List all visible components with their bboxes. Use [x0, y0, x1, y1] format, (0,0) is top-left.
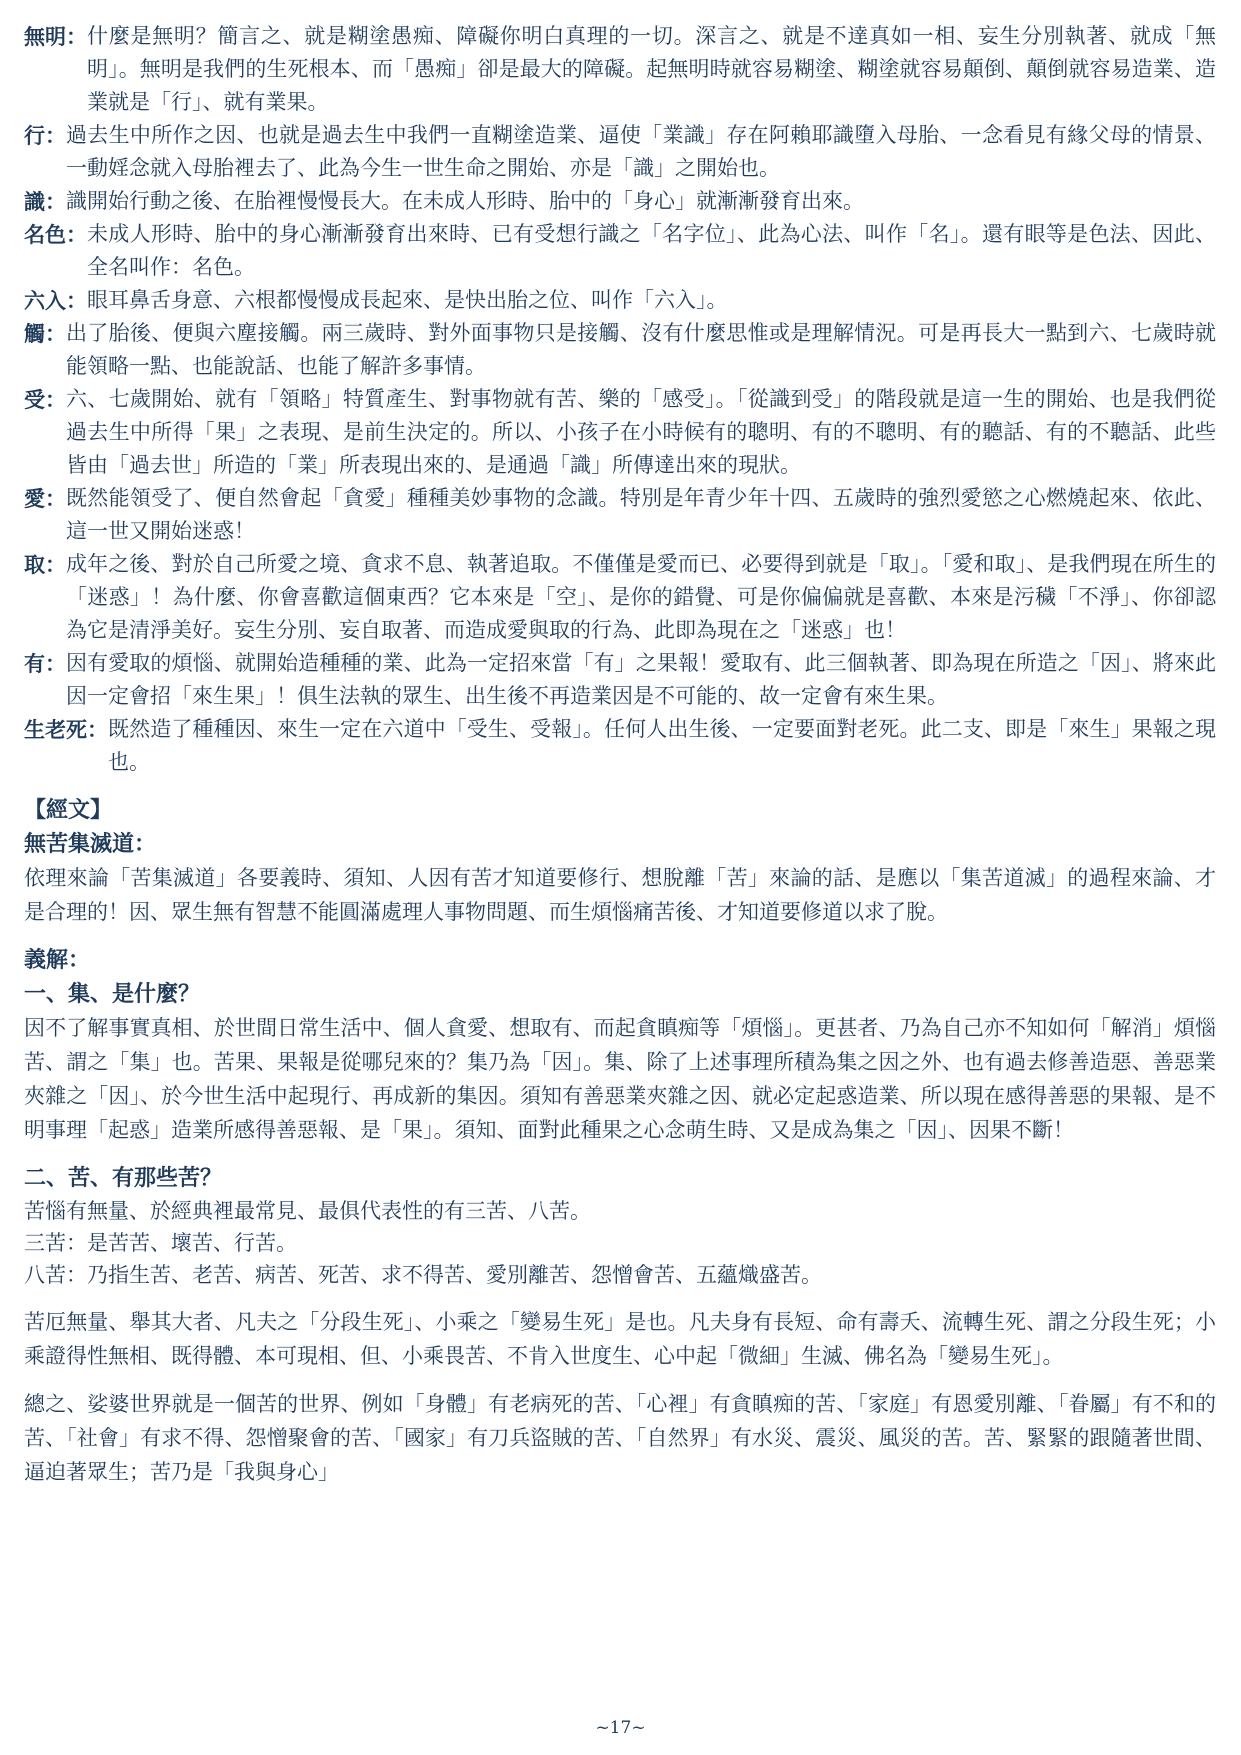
document-page [24, 20, 1216, 1489]
term-mingse [24, 218, 1216, 284]
term-qu [24, 548, 1216, 647]
term-name: 取： [24, 552, 66, 577]
term-text: 既然造了種種因、來生一定在六道中「受生、受報」。任何人出生後、一定要面對老死。此二支、即是「來生」果報之現也。 [108, 717, 1216, 774]
paragraph: 總之、娑婆世界就是一個苦的世界、例如「身體」有老病死的苦、「心裡」有貪瞋痴的苦、「家庭」有恩愛別離、「眷屬」有不和的苦、「社會」有求不得、怨憎聚會的苦、「國家」有刀兵盜賊的苦、「自然界」有水災、震災、風災的苦。苦、緊緊的跟隨著世間、逼迫著眾生；苦乃是「我與身心」 [24, 1392, 1216, 1484]
term-name: 行： [24, 123, 66, 148]
term-name: 識： [24, 189, 66, 214]
term-text: 六、七歲開始、就有「領略」特質產生、對事物就有苦、樂的「感受」。「從識到受」的階段就是這一生的開始、也是我們從過去生中所得「果」之表現、是前生決定的。所以、小孩子在小時候有的聰明、有的不聰明、有的聽話、有的不聽話、此些皆由「過去世」所造的「業」所表現出來的、是通過「識」所傳達出來的現狀。 [66, 387, 1216, 477]
term-wuming [24, 20, 1216, 119]
paragraph: 苦厄無量、舉其大者、凡夫之「分段生死」、小乘之「變易生死」是也。凡夫身有長短、命有壽夭、流轉生死、謂之分段生死；小乘證得性無相、既得體、本可現相、但、小乘畏苦、不肯入世度生、心中起「微細」生滅、佛名為「變易生死」。 [24, 1310, 1216, 1368]
sutra-heading: 【經文】 [24, 797, 113, 823]
term-text: 因有愛取的煩惱、就開始造種種的業、此為一定招來當「有」之果報！愛取有、此三個執著、即為現在所造之「因」、將來此因一定會招「來生果」！俱生法執的眾生、出生後不再造業因是不可能的、故一定會有來生果。 [66, 651, 1216, 708]
term-text: 未成人形時、胎中的身心漸漸發育出來時、已有受想行識之「名字位」、此為心法、叫作「名」。還有眼等是色法、因此、全名叫作：名色。 [87, 222, 1216, 279]
term-xing [24, 119, 1216, 185]
page-number: ~17~ [595, 1718, 646, 1738]
sutra-title: 無苦集滅道： [24, 831, 157, 857]
term-text: 成年之後、對於自己所愛之境、貪求不息、執著追取。不僅僅是愛而已、必要得到就是「取」。「愛和取」、是我們現在所生的「迷惑」！為什麼、你會喜歡這個東西？它本來是「空」、是你的錯覺、可是你偏偏就是喜歡、本來是污穢「不淨」、你卻認為它是清淨美好。妄生分別、妄自取著、而造成愛與取的行為、此即為現在之「迷惑」也！ [66, 552, 1216, 642]
explanation-heading: 義解： [24, 947, 91, 973]
term-text: 過去生中所作之因、也就是過去生中我們一直糊塗造業、逼使「業識」存在阿賴耶識墮入母胎、一念看見有緣父母的情景、一動婬念就入母胎裡去了、此為今生一世生命之開始、亦是「識」之開始也。 [66, 123, 1216, 180]
twelve-links-list [24, 20, 1216, 779]
term-name: 愛： [24, 486, 66, 511]
sutra-section [24, 793, 1216, 929]
term-shou [24, 383, 1216, 482]
term-name: 有： [24, 651, 66, 676]
sutra-text: 依理來論「苦集滅道」各要義時、須知、人因有苦才知道要修行、想脫離「苦」來論的話、是應以「集苦道滅」的過程來論、才是合理的！因、眾生無有智慧不能圓滿處理人事物問題、而生煩惱痛苦後、才知道要修道以求了脫。 [24, 866, 1216, 924]
section-title: 一、集、是什麼？ [24, 981, 201, 1007]
term-name: 名色： [24, 222, 87, 247]
term-text: 出了胎後、便與六塵接觸。兩三歲時、對外面事物只是接觸、沒有什麼思惟或是理解情況。可是再長大一點到六、七歲時就能領略一點、也能說話、也能了解許多事情。 [66, 321, 1216, 378]
term-text: 識開始行動之後、在胎裡慢慢長大。在未成人形時、胎中的「身心」就漸漸發育出來。 [66, 189, 864, 213]
term-name: 觸： [24, 321, 66, 346]
suffering-intro: 苦惱有無量、於經典裡最常見、最俱代表性的有三苦、八苦。 [24, 1199, 591, 1223]
term-name: 生老死： [24, 717, 108, 742]
section-title: 二、苦、有那些苦？ [24, 1165, 223, 1191]
term-ai [24, 482, 1216, 548]
eight-sufferings: 八苦：乃指生苦、老苦、病苦、死苦、求不得苦、愛別離苦、怨憎會苦、五蘊熾盛苦。 [24, 1263, 822, 1287]
term-text: 既然能領受了、便自然會起「貪愛」種種美妙事物的念識。特別是年青少年十四、五歲時的強烈愛慾之心燃燒起來、依此、這一世又開始迷惑！ [66, 486, 1216, 543]
term-name: 受： [24, 387, 66, 412]
term-shi [24, 185, 1216, 218]
section-text: 因不了解事實真相、於世間日常生活中、個人貪愛、想取有、而起貪瞋痴等「煩惱」。更甚者、乃為自己亦不知如何「解消」煩惱苦、謂之「集」也。苦果、果報是從哪兒來的？集乃為「因」。集、除了上述事理所積為集之因之外、也有過去修善造惡、善惡業夾雜之「因」、於今世生活中起現行、再成新的集因。須知有善惡業夾雜之因、就必定起惑造業、所以現在感得善惡的果報、是不明事理「起惑」造業所感得善惡報、是「果」。須知、面對此種果之心念萌生時、又是成為集之「因」、因果不斷！ [24, 1016, 1216, 1142]
term-text: 眼耳鼻舌身意、六根都慢慢成長起來、是快出胎之位、叫作「六入」。 [87, 288, 728, 312]
term-name: 無明： [24, 24, 87, 49]
term-chu [24, 317, 1216, 383]
term-name: 六入： [24, 288, 87, 313]
term-shenglaosi [24, 713, 1216, 779]
term-liuru [24, 284, 1216, 317]
term-text: 什麼是無明？簡言之、就是糊塗愚痴、障礙你明白真理的一切。深言之、就是不達真如一相、妄生分別執著、就成「無明」。無明是我們的生死根本、而「愚痴」卻是最大的障礙。起無明時就容易糊塗、糊塗就容易顛倒、顛倒就容易造業、造業就是「行」、就有業果。 [87, 24, 1216, 114]
three-sufferings: 三苦：是苦苦、壞苦、行苦。 [24, 1231, 297, 1255]
term-you [24, 647, 1216, 713]
explanation-section [24, 943, 1216, 1489]
